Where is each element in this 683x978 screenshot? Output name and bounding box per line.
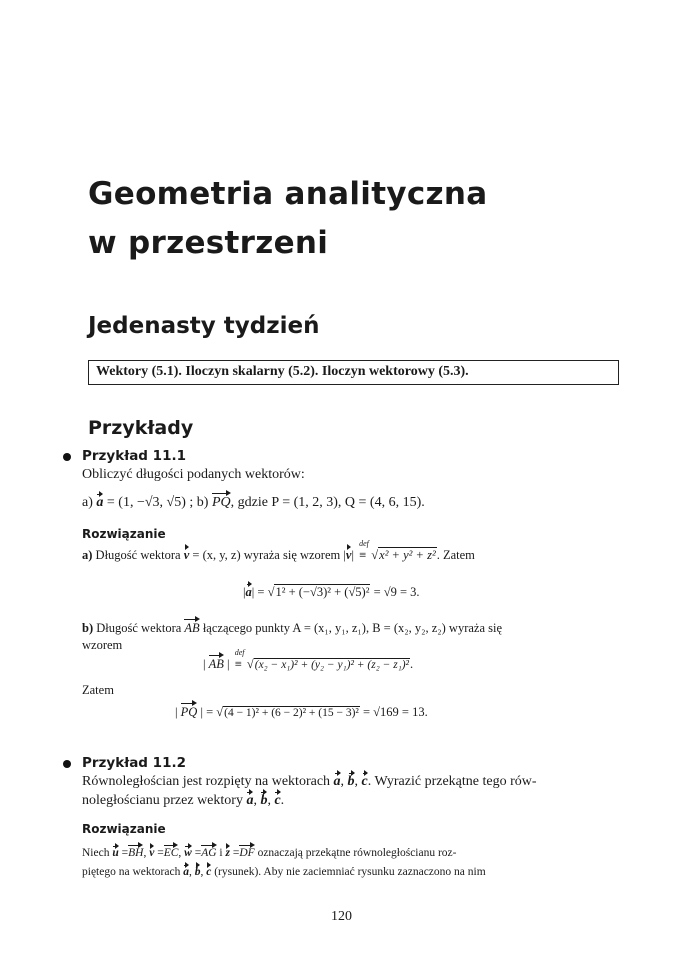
example-title-1: Przykład 11.1	[82, 448, 186, 464]
vector-z: z	[225, 847, 230, 859]
part-b-expression: , gdzie P = (1, 2, 3), Q = (4, 6, 15).	[230, 495, 425, 510]
solution-b-result: | PQ | = √(4 − 1)² + (6 − 2)² + (15 − 3)² = √169 = 13.	[175, 705, 428, 719]
example-statement-1: Obliczyć długości podanych wektorów:	[82, 467, 305, 482]
sol2-text4: (rysunek). Aby nie zaciemniać rysunku zaznaczono na nim	[214, 866, 486, 878]
diagonal-ec: EC	[163, 847, 179, 859]
solution-a-label: a)	[82, 548, 93, 562]
statement2-text3: noległościanu przez wektory	[82, 793, 243, 808]
solution-heading-2: Rozwiązanie	[82, 822, 166, 836]
solution-2-line1: Niech u =BH, v =EC, w =AG i z =DF oznaczają przekątne równoległościanu roz-	[82, 847, 457, 859]
vector-c-3: c	[274, 793, 281, 808]
vector-c-4: c	[206, 866, 212, 878]
formula-vector-ab: AB	[208, 657, 224, 671]
example-1-parts	[82, 495, 425, 511]
vector-v: v	[183, 548, 190, 562]
result-b-root: (4 − 1)² + (6 − 2)² + (15 − 3)²	[224, 707, 359, 719]
sol2-text2: oznaczają przekątne równoległościanu roz-	[257, 847, 457, 859]
statement2-text2: Wyrazić przekątne tego rów-	[374, 774, 537, 789]
result-a-left: |	[243, 585, 246, 599]
def-equals: def ≡	[359, 539, 369, 562]
solution-b-line	[82, 621, 502, 636]
solution-a-text1: Długość wektora	[95, 548, 181, 562]
vector-w: w	[184, 847, 192, 859]
def-equals-b: def ≡	[234, 648, 245, 671]
statement2-text1: Równoległościan jest rozpięty na wektorach	[82, 774, 331, 789]
vector-a: a	[96, 495, 104, 510]
solution-heading-1: Rozwiązanie	[82, 527, 166, 541]
sol2-text3: piętego na wektorach	[82, 866, 181, 878]
vector-u: u	[112, 847, 119, 859]
chapter-title-line1: Geometria analityczna	[88, 176, 488, 212]
diagonal-ag: AG	[201, 847, 217, 859]
week-title: Jedenasty tydzień	[88, 313, 320, 339]
vector-a-3: a	[246, 793, 254, 808]
vector-b-2: b	[347, 774, 355, 789]
section-heading: Przykłady	[88, 417, 194, 439]
formula-b-root: (x₂ − x₁)² + (y₂ − y₁)² + (z₂ − z₁)²	[254, 659, 409, 671]
result-a-mid: | =	[251, 585, 268, 599]
part-a-expression: = (1, −√3, √5) ;	[103, 495, 194, 510]
solution-a-text2: = (x, y, z) wyraża się wzorem |	[192, 548, 346, 562]
solution-a-zatem: . Zatem	[436, 548, 475, 562]
example-title-2: Przykład 11.2	[82, 755, 186, 771]
result-vector-a: a	[245, 585, 252, 599]
vector-b-3: b	[260, 793, 268, 808]
vector-c-2: c	[361, 774, 368, 789]
diagonal-bh: BH	[128, 847, 144, 859]
example-2-statement-line1: Równoległościan jest rozpięty na wektorach a, b, c. Wyrazić przekątne tego rów-	[82, 774, 537, 789]
result-vector-pq: PQ	[180, 705, 198, 719]
result-b-right: = √169 = 13.	[359, 705, 428, 719]
chapter-title-line2: w przestrzeni	[88, 225, 329, 261]
diagonal-df: DF	[239, 847, 255, 859]
part-a-label: a)	[82, 495, 93, 510]
def-label-b: def	[234, 648, 245, 657]
solution-a-result: |a| = √1² + (−√3)² + (√5)² = √9 = 3.	[243, 585, 420, 599]
example-bullet-2	[63, 760, 71, 768]
result-a-right: = √9 = 3.	[370, 585, 420, 599]
solution-b-label: b)	[82, 621, 94, 635]
solution-b-formula: | AB | def ≡ √(x₂ − x₁)² + (y₂ − y₁)² + (z₂ − z₁)².	[203, 648, 414, 671]
def-label: def	[359, 539, 369, 548]
part-b-label: b)	[196, 495, 209, 510]
solution-b-text1: Długość wektora	[96, 621, 182, 635]
norm-formula: x² + y² + z²	[379, 548, 436, 562]
solution-2-line2: piętego na wektorach a, b, c (rysunek). Aby nie zaciemniać rysunku zaznaczono na nim	[82, 866, 486, 878]
result-a-root: 1² + (−√3)² + (√5)²	[275, 585, 370, 599]
solution-a-text3: |	[351, 548, 354, 562]
vector-v-norm: v	[345, 548, 352, 562]
example-bullet-1	[63, 453, 71, 461]
solution-b-wzorem: wzorem	[82, 638, 123, 652]
example-2-statement-line2: noległościanu przez wektory a, b, c.	[82, 793, 285, 808]
sol2-text1: Niech	[82, 847, 110, 859]
topics-text: Wektory (5.1). Iloczyn skalarny (5.2). Iloczyn wektorowy (5.3).	[96, 364, 469, 379]
solution-a-line: a) Długość wektora v = (x, y, z) wyraża się wzorem |v| def ≡ √x² + y² + z². Zatem	[82, 539, 475, 562]
page-number: 120	[331, 909, 352, 924]
vector-b-4: b	[194, 866, 201, 878]
solution-b-zatem: Zatem	[82, 683, 114, 697]
vector-a-4: a	[183, 866, 189, 878]
vector-a-2: a	[333, 774, 341, 789]
vector-ab: AB	[184, 621, 200, 635]
solution-b-text2: łączącego punkty A = (x₁, y₁, z₁), B = (x₂, y₂, z₂) wyraża się	[202, 621, 503, 635]
vector-v-2: v	[149, 847, 155, 859]
vector-pq: PQ	[211, 495, 231, 510]
